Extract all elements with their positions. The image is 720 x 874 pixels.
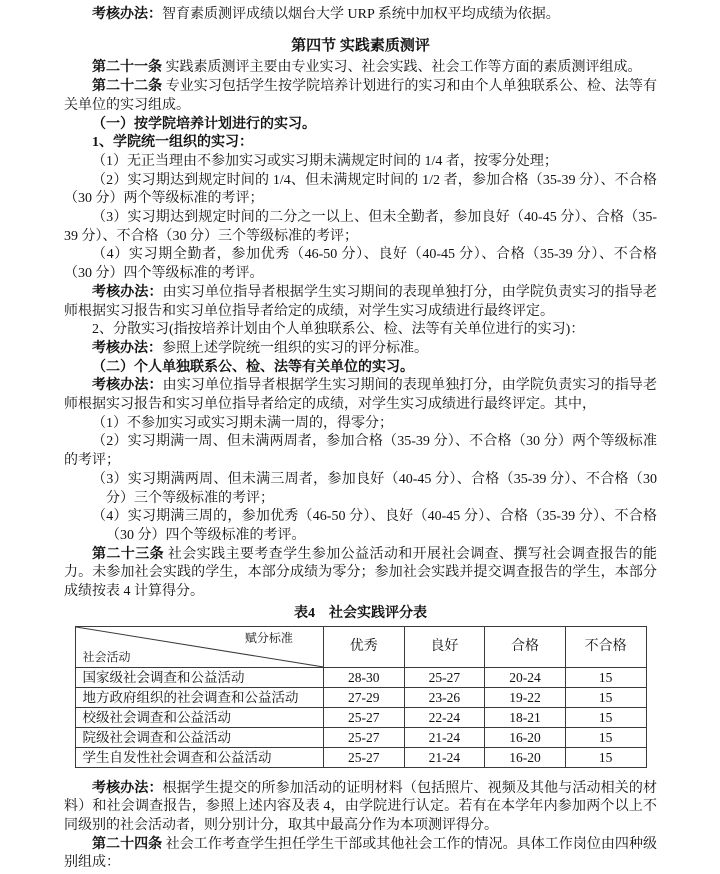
article-23-text: 社会实践主要考查学生参加公益活动和开展社会调查、撰写社会调查报告的能力。未参加社会实践的学生，本部分成绩为零分；参加社会实践并提交调查报告的学生，本部分成绩按表 4 计算得分。 (64, 546, 658, 600)
score-cell: 16-20 (485, 727, 566, 747)
score-cell: 27-29 (323, 687, 404, 707)
para-intro-kaohe (64, 6, 657, 25)
para-article-24 (64, 836, 657, 873)
para-article-22 (64, 78, 657, 115)
kaohe-3-text: 由实习单位指导者根据学生实习期间的表现单独打分，由学院负责实习的指导老师根据实习报告和实习单位指导者给定的成绩，对学生实习成绩进行最终评定。其中， (64, 378, 658, 413)
score-cell: 15 (565, 667, 646, 687)
score-cell: 19-22 (485, 687, 566, 707)
rule-3-text: （3）实习期达到规定时间的二分之一以上、但未全勤者，参加良好（40-45 分）、合格（35-39 分）、不合格（30 分）三个等级标准的考评； (64, 210, 657, 244)
item-2-text: 2、分散实习(指按培养计划由个人单独联系公、检、法等有关单位进行的实习)： (92, 322, 585, 338)
table-row (75, 727, 646, 747)
kaohe-4-label: 考核办法： (92, 780, 163, 796)
table-header-row (75, 626, 646, 667)
score-cell: 15 (565, 707, 646, 727)
rule2-2-text: （2）实习期满一周、但未满两周者，参加合格（35-39 分）、不合格（30 分）两个等级标准的考评； (64, 434, 657, 469)
article-21-text: 实践素质测评主要由专业实习、社会实践、社会工作等方面的素质测评组成。 (165, 60, 642, 76)
social-practice-score-table (75, 626, 647, 768)
article-22-label: 第二十二条 (92, 79, 166, 95)
table-row (75, 687, 646, 707)
table-row (75, 747, 646, 767)
para-rule2-2 (64, 433, 657, 470)
article-24-text: 社会工作考查学生担任学生干部或其他社会工作的情况。具体工作岗位由四种级别组成： (64, 836, 658, 871)
activity-cell: 地方政府组织的社会调查和公益活动 (75, 687, 323, 707)
score-cell: 15 (565, 727, 646, 747)
activity-cell: 校级社会调查和公益活动 (75, 707, 323, 727)
para-kaohe-1 (64, 284, 657, 321)
para-rule-4 (64, 246, 657, 283)
score-cell: 23-26 (404, 687, 485, 707)
para-kaohe-3 (64, 377, 657, 414)
para-intro-label: 考核办法： (92, 7, 162, 22)
section-title: 第四节 实践素质测评 (291, 37, 430, 54)
para-kaohe-4 (64, 780, 657, 836)
kaohe-2-label: 考核办法： (92, 340, 162, 356)
kaohe-2-text: 参照上述学院统一组织的实习的评分标准。 (162, 340, 428, 356)
corner-label-activity: 社会活动 (82, 649, 131, 664)
score-cell: 20-24 (485, 667, 566, 687)
para-item-2-heading (64, 321, 657, 340)
article-23-label: 第二十三条 (92, 546, 168, 562)
rule2-3-text: （3）实习期满两周、但未满三周者，参加良好（40-45 分）、合格（35-39 分）、不合格（30 分）三个等级标准的考评； (92, 471, 657, 506)
para-intro-text: 智育素质测评成绩以烟台大学 URP 系统中加权平均成绩为依据。 (162, 7, 560, 22)
score-cell: 28-30 (323, 667, 404, 687)
score-cell: 22-24 (404, 707, 485, 727)
para-rule-3 (64, 209, 657, 246)
kaohe-3-label: 考核办法： (92, 378, 163, 394)
item-yi-label: （一）按学院培养计划进行的实习。 (92, 116, 316, 132)
kaohe-4-text: 根据学生提交的所参加活动的证明材料（包括照片、视频及其他与活动相关的材料）和社会调查报告，参照上述内容及表 4，由学院进行认定。若有在本学年内参加两个以上不同级别的社会活动者，则分别计分，取其中最高分作为本项测评得分。 (64, 780, 658, 833)
corner-label-standard: 赋分标准 (244, 630, 293, 645)
activity-cell: 国家级社会调查和公益活动 (75, 667, 323, 687)
para-rule2-1 (64, 415, 657, 434)
score-cell: 21-24 (404, 747, 485, 767)
col-header-excellent: 优秀 (323, 626, 404, 667)
score-cell: 15 (565, 747, 646, 767)
para-item-yi (64, 116, 657, 135)
score-cell: 25-27 (323, 727, 404, 747)
score-cell: 21-24 (404, 727, 485, 747)
score-cell: 15 (565, 687, 646, 707)
para-kaohe-2 (64, 340, 657, 359)
rule2-1-text: （1）不参加实习或实习期未满一周的，得零分； (92, 415, 393, 431)
kaohe-1-label: 考核办法： (92, 284, 163, 300)
para-item-1-heading (64, 134, 657, 153)
col-header-fail: 不合格 (565, 626, 646, 667)
para-rule-2 (64, 172, 657, 209)
rule2-4-text: （4）实习期满三周的，参加优秀（46-50 分）、良好（40-45 分）、合格（35-39 分）、不合格（30 分）四个等级标准的考评。 (92, 509, 657, 543)
table-caption: 表4 社会实践评分表 (294, 605, 427, 621)
rule-4-text: （4）实习期全勤者，参加优秀（46-50 分）、良好（40-45 分）、合格（35-39 分）、不合格（30 分）四个等级标准的考评。 (64, 247, 657, 282)
score-cell: 16-20 (485, 747, 566, 767)
para-article-21 (64, 59, 657, 78)
table-row (75, 707, 646, 727)
activity-cell: 院级社会调查和公益活动 (75, 727, 323, 747)
para-rule2-3 (64, 471, 657, 508)
para-rule-1 (64, 153, 657, 172)
score-cell: 25-27 (323, 707, 404, 727)
item-er-label: （二）个人单独联系公、检、法等有关单位的实习。 (92, 359, 414, 375)
rule-2-text: （2）实习期达到规定时间的 1/4、但未满规定时间的 1/2 者，参加合格（35-39 分）、不合格（30 分）两个等级标准的考评； (64, 172, 657, 207)
score-cell: 25-27 (323, 747, 404, 767)
kaohe-1-text: 由实习单位指导者根据学生实习期间的表现单独打分，由学院负责实习的指导老师根据实习报告和实习单位指导者给定的成绩，对学生实习成绩进行最终评定。 (64, 284, 658, 319)
table-row (75, 667, 646, 687)
col-header-good: 良好 (404, 626, 485, 667)
para-item-er (64, 359, 657, 378)
diagonal-header-cell (75, 626, 323, 667)
para-article-23 (64, 546, 657, 602)
item-1-label: 1、学院统一组织的实习： (92, 135, 253, 151)
para-rule2-4 (64, 508, 657, 545)
activity-cell: 学生自发性社会调查和公益活动 (75, 747, 323, 767)
rule-1-text: （1）无正当理由不参加实习或实习期未满规定时间的 1/4 者，按零分处理； (92, 153, 558, 169)
score-cell: 18-21 (485, 707, 566, 727)
score-cell: 25-27 (404, 667, 485, 687)
article-24-label: 第二十四条 (92, 836, 166, 852)
article-22-text: 专业实习包括学生按学院培养计划进行的实习和由个人单独联系公、检、法等有关单位的实习组成。 (64, 79, 658, 113)
col-header-pass: 合格 (485, 626, 566, 667)
article-21-label: 第二十一条 (92, 60, 166, 76)
